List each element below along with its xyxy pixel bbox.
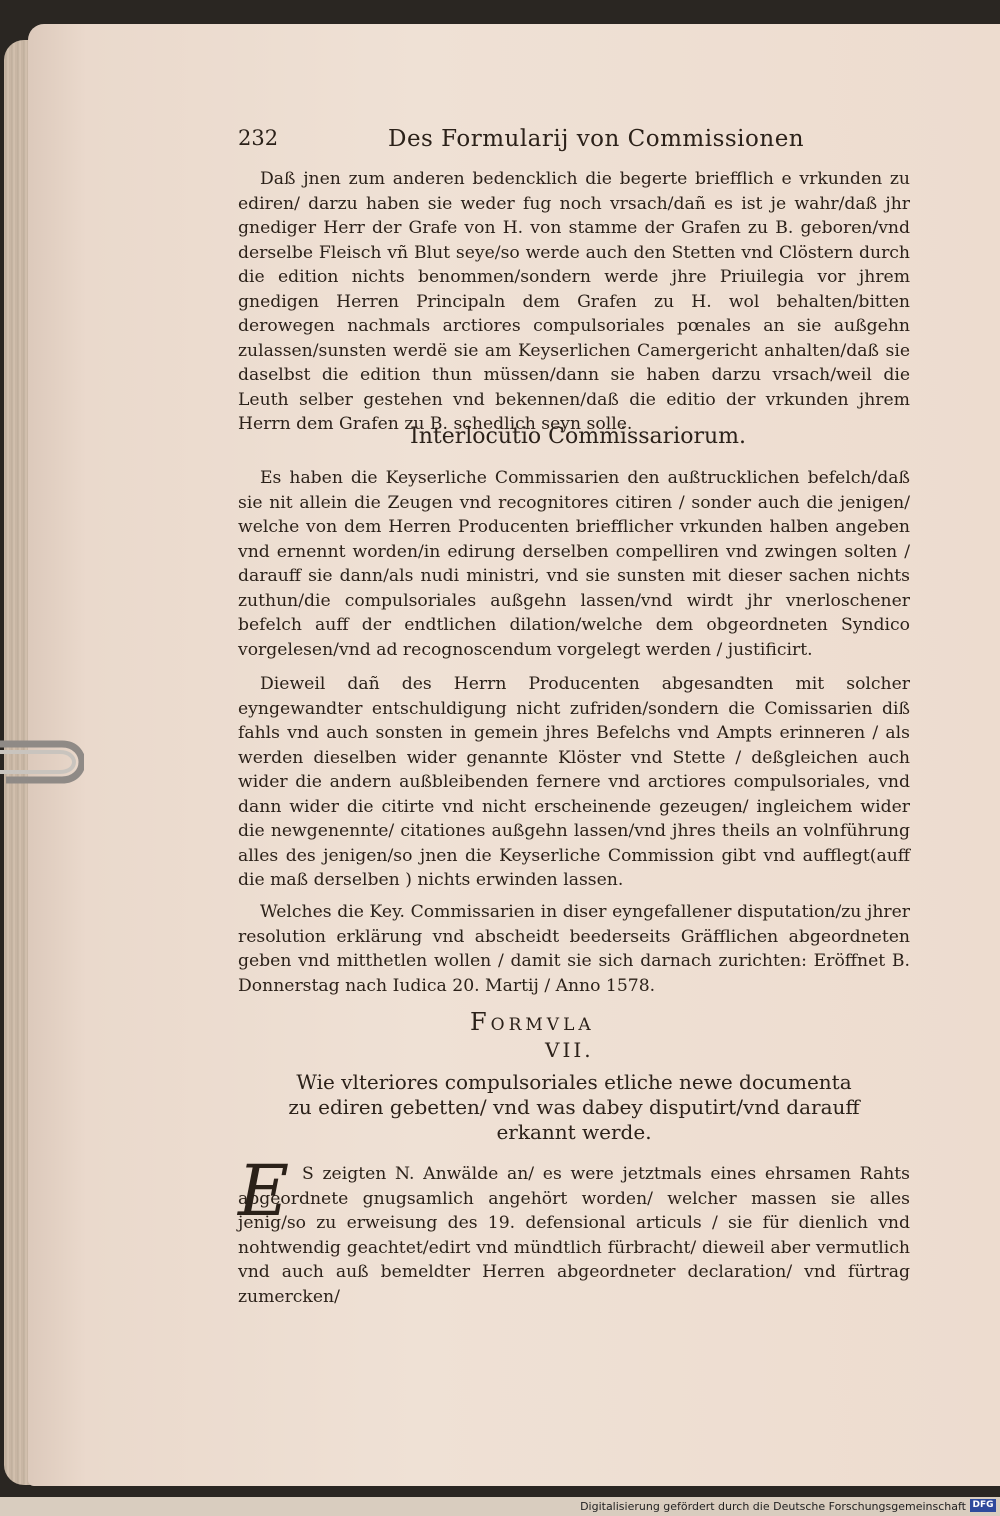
- paragraph: S zeigten N. Anwälde an/ es were jetztmals eines ehrsamen Rahts abgeordnete gnugsamlich angehört worden/ welcher massen sie alles jenig/so zu erweisung des 19. defensional articuls / sie für dienlich vnd nohtwendig geachtet/edirt vnd mündtlich fürbracht/ dieweil aber vermutlich vnd auch auß bemeldter Herren abgeordneter declaration/ vnd fürtrag zumercken/: [238, 1164, 910, 1307]
- dfg-logo-icon: DFG: [970, 1499, 996, 1512]
- formula-title: Formvla: [470, 1008, 595, 1036]
- formula-subtitle: Wie vlteriores compulsoriales etliche newe documenta zu ediren gebetten/ vnd was dabey disputirt/vnd darauff erkannt werde.: [288, 1070, 860, 1144]
- paragraph: Daß jnen zum anderen bedencklich die begerte briefflich e vrkunden zu ediren/ darzu haben sie weder fug noch vrsach/dañ es ist je wahr/daß jhr gnediger Herr der Grafe von H. von stamme der Grafen zu B. geboren/vnd derselbe Fleisch vñ Blut seye/so werde auch den Stetten vnd Clöstern durch die edition nichts benommen/sondern werde jhre Priuilegia vor jhrem gnedigen Herren Principaln dem Grafen zu H. wol behalten/bitten derowegen nachmals arctiores compulsoriales pœnales an sie außgehn zulassen/sunsten werdë sie am Keyserlichen Camergericht anhalten/daß sie daselbst die edition thun müssen/dann sie haben darzu vrsach/weil die Leuth selber gestehen vnd bekennen/daß die editio der vrkunden jhrem Herrn dem Grafen zu B. schedlich seyn solle.: [238, 169, 910, 434]
- formula-body: [238, 0, 910, 1400]
- decorated-initial: E: [238, 1150, 290, 1232]
- paragraph: Dieweil dañ des Herrn Producenten abgesandten mit solcher eyngewandter entschuldigung nicht zufriden/sondern die Comissarien diß fahls vnd auch sonsten in gemein jhres Befelchs vnd Ampts erinneren / als werden dieselben wider genannte Klöster vnd Stette / deßgleichen auch wider die andern außbleibenden fernere vnd arctiores compulsoriales, vnd dann wider die citirte vnd nicht erscheinende gezeugen/ ingleichem wider die newgenennte/ citationes außgehn lassen/vnd jhres theils an volnführung alles des jenigen/so jnen die Keyserliche Commission gibt vnd aufflegt(auff die maß derselben ) nichts erwinden lassen.: [238, 674, 910, 890]
- section-heading: Interlocutio Commissariorum.: [410, 424, 746, 449]
- paragraph: Es haben die Keyserliche Commissarien den außtrucklichen befelch/daß sie nit allein die Zeugen vnd recognitores citiren / sonder auch die jenigen/ welche von dem Herren Producenten briefflicher vrkunden halben angeben vnd ernennt worden/in edirung derselben compelliren vnd zwingen solten / darauff sie dann/als nudi ministri, vnd sie sunsten mit dieser sachen nichts zuthun/die compulsoriales außgehn lassen/vnd wirdt jhr vnerloschener befelch auff der endtlichen dilation/welche dem obgeordneten Syndico vorgelesen/vnd ad recognoscendum vorgelegt werden / justificirt.: [238, 468, 910, 660]
- paper-clip-icon: [0, 722, 84, 800]
- paragraph: Welches die Key. Commissarien in diser eyngefallener disputation/zu jhrer resolution erklärung vnd abscheidt beederseits Gräfflichen abgeordneten geben vnd mitthetlen wollen / damit sie sich darnach zurichten: Eröffnet B. Donnerstag nach Iudica 20. Martij / Anno 1578.: [238, 902, 910, 996]
- page-header-title: Des Formularij von Commissionen: [388, 126, 805, 152]
- footer-credit: Digitalisierung gefördert durch die Deutsche Forschungsgemeinschaft: [580, 1500, 966, 1513]
- formula-number: VII.: [545, 1038, 594, 1062]
- page-number: 232: [238, 126, 279, 150]
